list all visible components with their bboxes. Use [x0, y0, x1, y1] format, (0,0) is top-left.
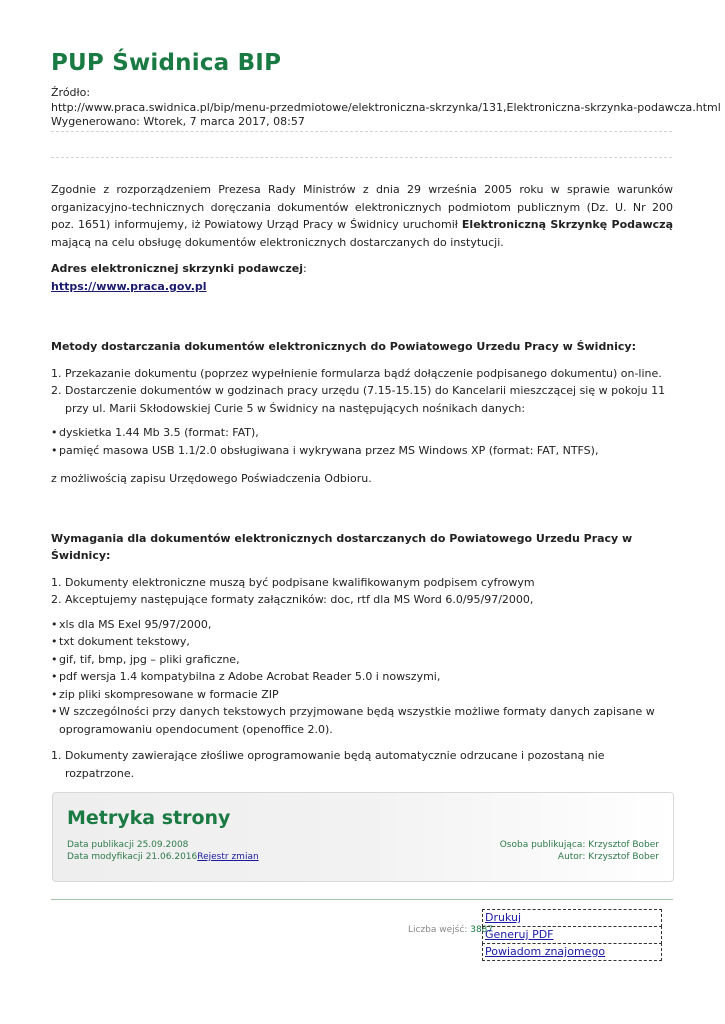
metrics-dates	[67, 839, 259, 863]
metrics-title: Metryka strony	[67, 807, 231, 829]
published-date: Data publikacji 25.09.2008	[67, 840, 189, 850]
section2-ordered-list	[51, 574, 673, 609]
section1-ordered-list	[51, 365, 673, 418]
divider	[51, 157, 672, 158]
list-item: 1. Dokumenty elektroniczne muszą być podpisane kwalifikowanym podpisem cyfrowym	[51, 575, 535, 589]
source-label: Źródło:	[51, 86, 91, 99]
source-url: http://www.praca.swidnica.pl/bip/menu-przedmiotowe/elektroniczna-skrzynka/131,Elektroniczna-skrzynka-podawcza.html	[51, 100, 721, 114]
list-item: • pamięć masowa USB 1.1/2.0 obsługiwana i wykrywana przez MS Windows XP (format: FAT, NTFS),	[51, 443, 599, 457]
changelog-link[interactable]: Rejestr zmian	[197, 852, 259, 862]
page-title: PUP Świdnica BIP	[51, 50, 282, 76]
metrics-people	[500, 839, 659, 863]
intro-paragraph	[51, 181, 673, 251]
footer-actions	[482, 910, 662, 961]
section1-note: z możliwością zapisu Urzędowego Poświadczenia Odbioru.	[51, 472, 372, 485]
footer-divider	[51, 899, 673, 900]
publisher: Osoba publikująca: Krzysztof Bober	[499, 840, 659, 850]
section1-bullet-list	[51, 424, 673, 459]
address-label: Adres elektronicznej skrzynki podawczej	[51, 262, 303, 275]
address-link[interactable]: https://www.praca.gov.pl	[51, 279, 207, 293]
address-colon: :	[302, 262, 307, 275]
generate-pdf-link[interactable]: Generuj PDF	[482, 926, 662, 944]
list-item: 2. Akceptujemy następujące formaty załączników: doc, rtf dla MS Word 6.0/95/97/2000,	[51, 593, 534, 606]
page-metrics-box	[52, 792, 674, 882]
list-item: • txt dokument tekstowy,	[51, 635, 190, 648]
article-body	[51, 181, 673, 782]
visit-counter	[408, 925, 493, 935]
source-info	[51, 86, 721, 130]
section1-heading: Metody dostarczania dokumentów elektronicznych do Powiatowego Urzedu Pracy w Świdnicy:	[51, 340, 637, 353]
divider	[51, 131, 672, 132]
intro-text: Zgodnie z rozporządzeniem Prezesa Rady Ministrów z dnia 29 września 2005 roku w sprawie warunków organizacyjno-technicznych doręczania dokumentów elektronicznych podmiotom publicznym (Dz. U. Nr 200 poz. 1651) informujemy, iż Powiatowy Urząd Pracy w Świdnicy uruchomił	[51, 183, 673, 231]
notify-friend-link[interactable]: Powiadom znajomego	[482, 943, 662, 961]
list-item: • xls dla MS Exel 95/97/2000,	[51, 617, 212, 631]
section2-bullet-list	[51, 616, 673, 739]
list-item: • zip pliki skompresowane w formacie ZIP	[51, 687, 279, 701]
intro-text-end: mającą na celu obsługę dokumentów elektronicznych dostarczanych do instytucji.	[51, 235, 504, 249]
list-item: 1. Przekazanie dokumentu (poprzez wypełnienie formularza bądź dołączenie podpisanego dokumentu) on-line.	[51, 366, 662, 380]
visits-label: Liczba wejść:	[408, 925, 471, 935]
intro-bold: Elektroniczną Skrzynkę Podawczą	[461, 218, 673, 231]
list-item: 2. Dostarczenie dokumentów w godzinach pracy urzędu (7.15-15.15) do Kancelarii mieszczącej się w pokoju 11 przy ul. Marii Skłodowskiej Curie 5 w Świdnicy na następujących nośnikach danych:	[51, 384, 666, 415]
section2-heading: Wymagania dla dokumentów elektronicznych dostarczanych do Powiatowego Urzedu Pracy w Świdnicy:	[51, 531, 633, 562]
modified-row	[67, 851, 259, 863]
modified-date: Data modyfikacji 21.06.2016	[67, 852, 198, 862]
list-item: • gif, tif, bmp, jpg – pliki graficzne,	[51, 652, 240, 666]
list-item: • pdf wersja 1.4 kompatybilna z Adobe Acrobat Reader 5.0 i nowszymi,	[51, 670, 441, 683]
list-item: • dyskietka 1.44 Mb 3.5 (format: FAT),	[51, 426, 259, 439]
list-item: • W szczególności przy danych tekstowych przyjmowane będą wszystkie możliwe formaty danych zapisane w oprogramowaniu opendocument (openoffice 2.0).	[51, 705, 655, 736]
visits-value: 3887	[470, 925, 494, 935]
author: Autor: Krzysztof Bober	[557, 852, 659, 862]
list-item: 1. Dokumenty zawierające złośliwe oprogramowanie będą automatycznie odrzucane i pozostaną nie rozpatrzone.	[51, 749, 605, 780]
section2-final-list	[51, 747, 673, 782]
address-paragraph	[51, 260, 673, 295]
generated-date: Wygenerowano: Wtorek, 7 marca 2017, 08:57	[51, 115, 305, 128]
print-link[interactable]: Drukuj	[482, 909, 662, 927]
